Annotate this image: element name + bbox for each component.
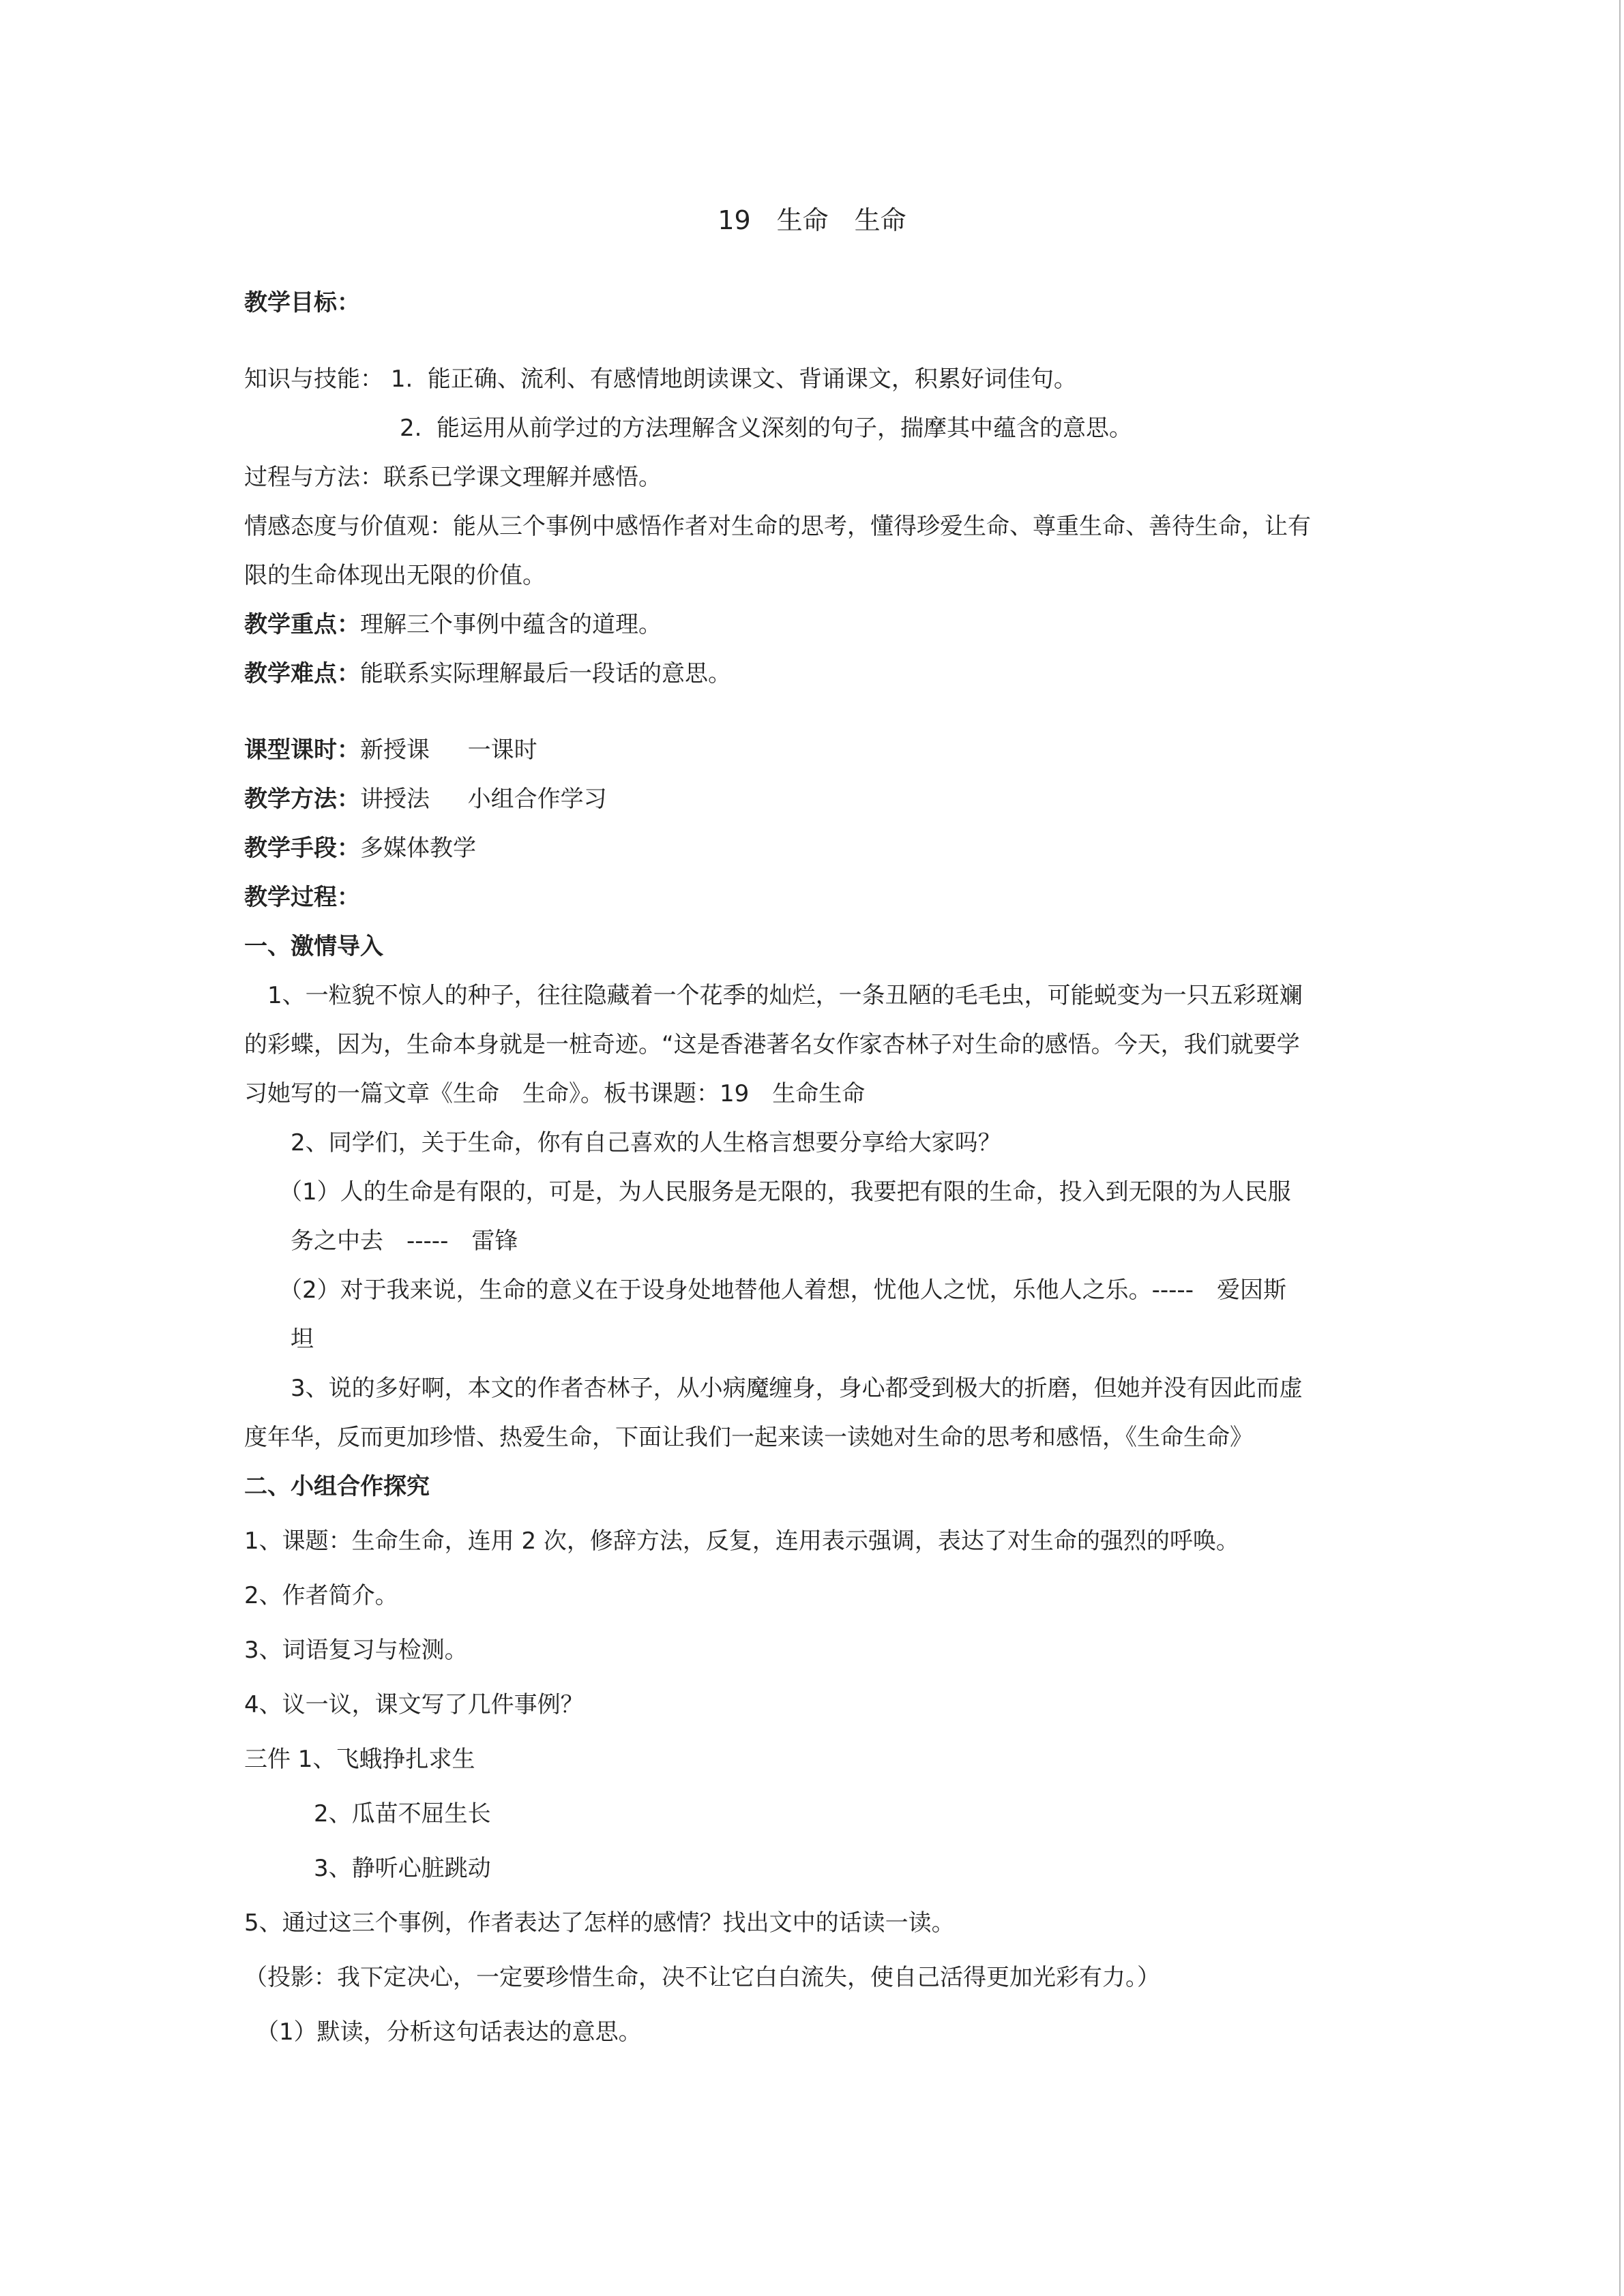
- teaching-means: [244, 833, 476, 863]
- lesson-type-label: 课型课时：: [244, 736, 360, 764]
- knowledge-item-2: 2. 能运用从前学过的方法理解含义深刻的句子，揣摩其中蕴含的意思。: [400, 415, 1133, 442]
- s2-example-1: 三件 1、飞蛾挣扎求生: [244, 1746, 475, 1773]
- page-edge-rule: [1619, 0, 1621, 2296]
- process-method: 过程与方法：联系已学课文理解并感悟。: [244, 464, 662, 491]
- method-text: 讲授法 小组合作学习: [360, 786, 607, 813]
- means-text: 多媒体教学: [360, 835, 476, 862]
- method-label: 教学方法：: [244, 786, 360, 813]
- s1-quote2-line2: 坦: [244, 1326, 314, 1353]
- section-2-heading: 二、小组合作探究: [244, 1473, 430, 1500]
- lesson-type-text: 新授课 一课时: [360, 736, 537, 764]
- s1-para3-line1: 3、说的多好啊，本文的作者杏林子，从小病魔缠身，身心都受到极大的折磨，但她并没有因此而虚: [244, 1375, 1303, 1402]
- emotion-line-1: 情感态度与价值观：能从三个事例中感悟作者对生命的思考，懂得珍爱生命、尊重生命、善待生命，让有: [244, 513, 1311, 540]
- difficulty-text: 能联系实际理解最后一段话的意思。: [360, 660, 731, 687]
- s1-para1-line3: 习她写的一篇文章《生命 生命》。板书课题：19 生命生命: [244, 1080, 866, 1107]
- s2-item-3: 3、词语复习与检测。: [244, 1637, 468, 1664]
- emotion-line-2: 限的生命体现出无限的价值。: [244, 562, 546, 589]
- s2-item-5: 5、通过这三个事例，作者表达了怎样的感情？找出文中的话读一读。: [244, 1909, 955, 1937]
- s2-item-2: 2、作者简介。: [244, 1582, 398, 1609]
- knowledge-label: 知识与技能：: [244, 366, 383, 393]
- s1-para3-line2: 度年华，反而更加珍惜、热爱生命，下面让我们一起来读一读她对生命的思考和感悟，《生命生命》: [244, 1424, 1253, 1451]
- key-point: [244, 610, 662, 640]
- s2-example-3: 3、静听心脏跳动: [244, 1855, 491, 1882]
- s1-para2: 2、同学们，关于生命，你有自己喜欢的人生格言想要分享给大家吗？: [244, 1129, 1001, 1157]
- s1-para1-line2: 的彩蝶，因为，生命本身就是一桩奇迹。“这是香港著名女作家杏林子对生命的感悟。今天，我们就要学: [244, 1031, 1300, 1058]
- knowledge-item-1: 1. 能正确、流利、有感情地朗读课文、背诵课文，积累好词佳句。: [390, 366, 1077, 393]
- goals-heading: 教学目标：: [244, 289, 360, 316]
- lesson-type: [244, 735, 537, 765]
- teaching-method: [244, 784, 607, 814]
- difficulty-label: 教学难点：: [244, 660, 360, 687]
- key-text: 理解三个事例中蕴含的道理。: [360, 611, 662, 638]
- s2-reading-1: （1）默读，分析这句话表达的意思。: [244, 2018, 642, 2046]
- s1-para1-line1: 1、一粒貌不惊人的种子，往往隐藏着一个花季的灿烂，一条丑陋的毛毛虫，可能蜕变为一只五彩斑斓: [244, 982, 1303, 1009]
- s1-quote1-line1: （1）人的生命是有限的，可是，为人民服务是无限的，我要把有限的生命，投入到无限的为人民服: [244, 1178, 1291, 1206]
- s2-projection: （投影：我下定决心，一定要珍惜生命，决不让它白白流失，使自己活得更加光彩有力。）: [244, 1964, 1160, 1991]
- means-label: 教学手段：: [244, 835, 360, 862]
- page-title: 19 生命 生命: [718, 205, 906, 235]
- key-label: 教学重点：: [244, 611, 360, 638]
- s1-quote2-line1: （2）对于我来说，生命的意义在于设身处地替他人着想，忧他人之忧，乐他人之乐。----- 爱因斯: [244, 1277, 1286, 1304]
- section-1-heading: 一、激情导入: [244, 933, 383, 960]
- s2-item-4: 4、议一议，课文写了几件事例？: [244, 1691, 584, 1718]
- process-heading: 教学过程：: [244, 884, 360, 911]
- difficulty-point: [244, 659, 731, 689]
- knowledge-line-1: [244, 364, 1077, 394]
- s1-quote1-line2: 务之中去 ----- 雷锋: [244, 1227, 518, 1255]
- s2-item-1: 1、课题：生命生命，连用 2 次，修辞方法，反复，连用表示强调，表达了对生命的强烈的呼唤。: [244, 1527, 1239, 1555]
- s2-example-2: 2、瓜苗不屈生长: [244, 1800, 491, 1828]
